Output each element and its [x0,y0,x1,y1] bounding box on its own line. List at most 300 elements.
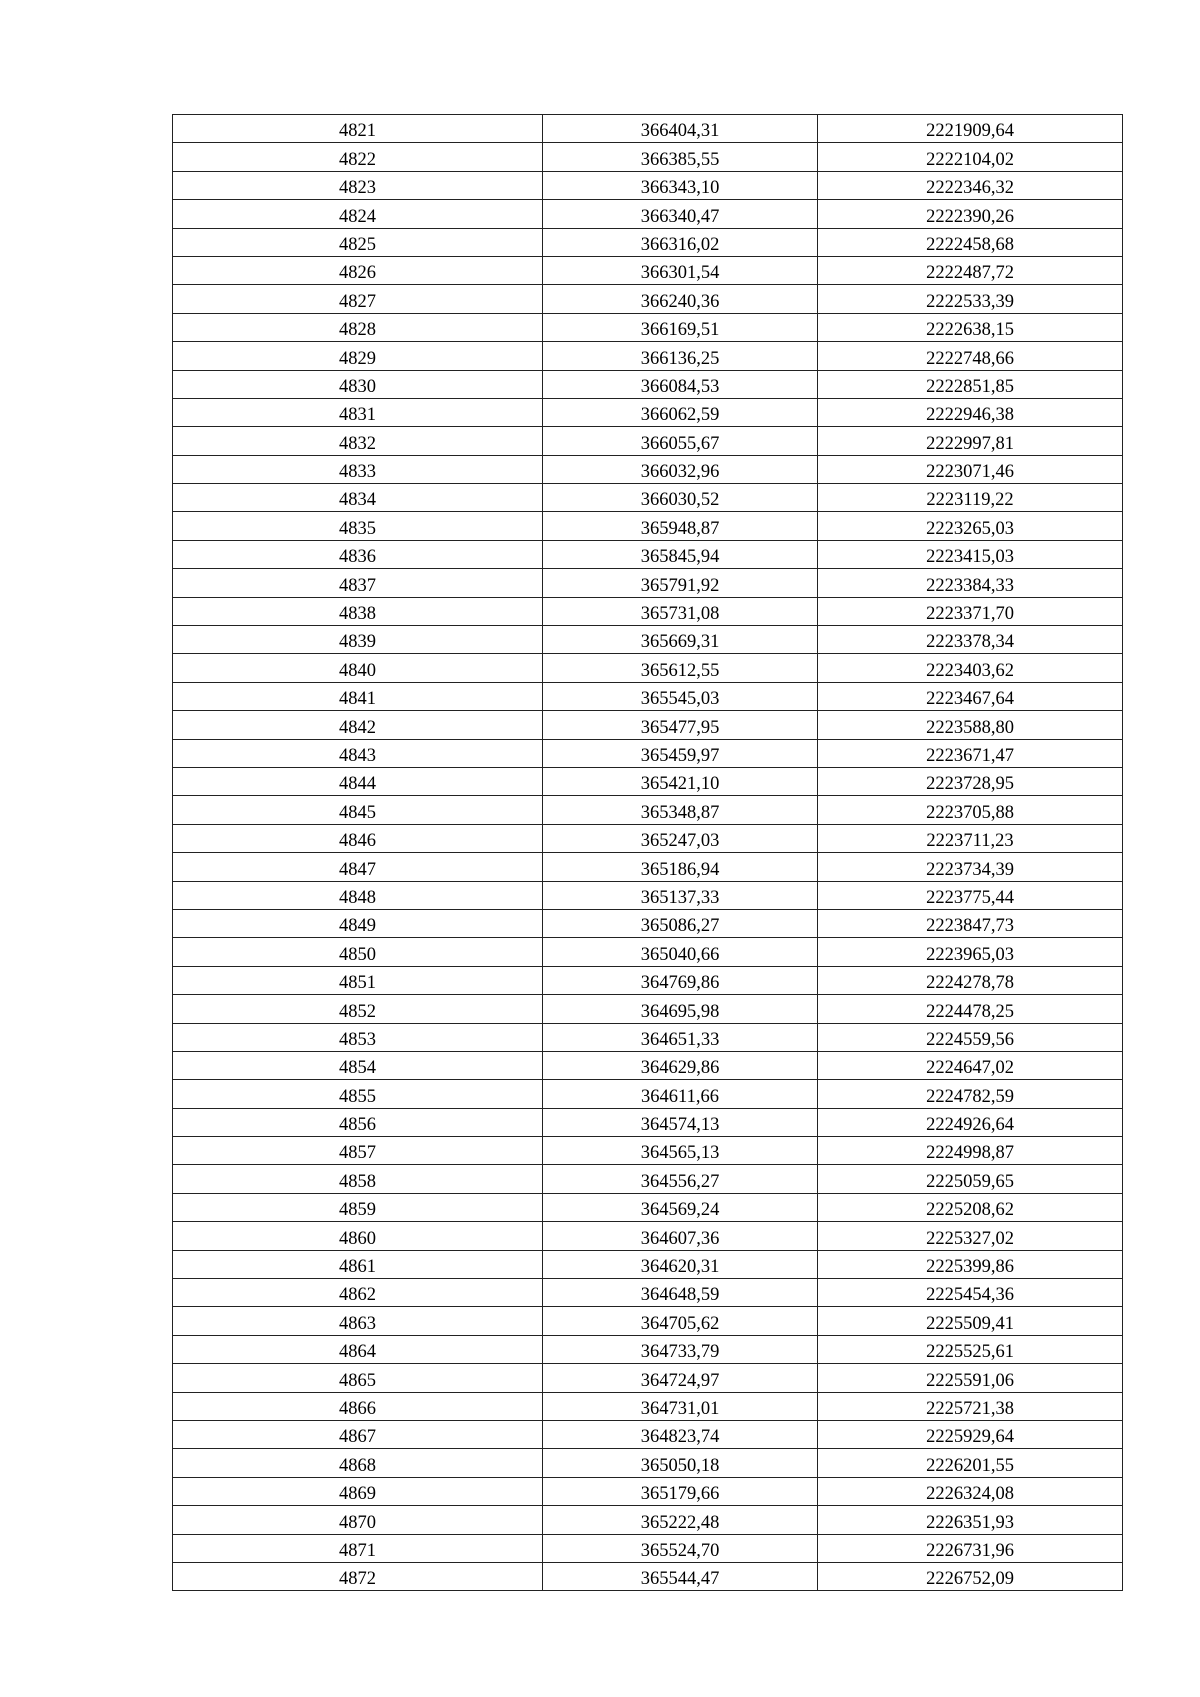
y-coordinate-cell [818,512,1123,540]
y-coordinate-cell [818,200,1123,228]
y-coordinate-cell [818,1477,1123,1505]
y-coordinate-cell-text: 2224559,56 [926,1029,1014,1050]
x-coordinate-cell [543,1279,818,1307]
x-coordinate-cell [543,1335,818,1363]
point-number-cell [173,1023,543,1051]
table-row [173,682,1123,710]
point-number-cell-text: 4868 [339,1455,376,1476]
point-number-cell-text: 4869 [339,1484,376,1505]
x-coordinate-cell [543,1108,818,1136]
y-coordinate-cell-text: 2222390,26 [926,206,1014,227]
y-coordinate-cell [818,1165,1123,1193]
table-row [173,285,1123,313]
x-coordinate-cell-text: 364705,62 [640,1313,720,1334]
table-row [173,342,1123,370]
point-number-cell-text: 4852 [339,1001,376,1022]
table-row [173,824,1123,852]
y-coordinate-cell [818,256,1123,284]
table-row [173,1477,1123,1505]
y-coordinate-cell-text: 2226752,09 [926,1569,1014,1590]
y-coordinate-cell-text: 2225525,61 [926,1342,1014,1363]
y-coordinate-cell-text: 2225327,02 [926,1228,1014,1249]
x-coordinate-cell-text: 364724,97 [640,1370,720,1391]
point-number-cell [173,1165,543,1193]
x-coordinate-cell-text: 364769,86 [640,973,720,994]
x-coordinate-cell-text: 365040,66 [640,944,720,965]
y-coordinate-cell-text: 2223378,34 [926,632,1014,653]
point-number-cell [173,739,543,767]
x-coordinate-cell-text: 365545,03 [640,689,720,710]
x-coordinate-cell [543,881,818,909]
point-number-cell [173,626,543,654]
y-coordinate-cell-text: 2225929,64 [926,1427,1014,1448]
table-row [173,1051,1123,1079]
point-number-cell [173,938,543,966]
y-coordinate-cell [818,654,1123,682]
y-coordinate-cell [818,995,1123,1023]
table-row [173,1307,1123,1335]
point-number-cell [173,484,543,512]
x-coordinate-cell [543,1023,818,1051]
y-coordinate-cell-text: 2222458,68 [926,234,1014,255]
point-number-cell-text: 4859 [339,1200,376,1221]
y-coordinate-cell [818,824,1123,852]
table-row [173,1449,1123,1477]
point-number-cell-text: 4860 [339,1228,376,1249]
x-coordinate-cell-text: 365731,08 [640,604,720,625]
x-coordinate-cell-text: 364620,31 [640,1257,720,1278]
y-coordinate-cell-text: 2224647,02 [926,1058,1014,1079]
point-number-cell [173,1307,543,1335]
table-row [173,484,1123,512]
y-coordinate-cell-text: 2225399,86 [926,1257,1014,1278]
point-number-cell-text: 4839 [339,632,376,653]
point-number-cell [173,1534,543,1562]
table-row [173,1193,1123,1221]
x-coordinate-cell-text: 365524,70 [640,1540,720,1561]
y-coordinate-cell-text: 2226731,96 [926,1540,1014,1561]
y-coordinate-cell [818,313,1123,341]
point-number-cell-text: 4864 [339,1342,376,1363]
x-coordinate-cell [543,1165,818,1193]
point-number-cell [173,1449,543,1477]
y-coordinate-cell-text: 2223588,80 [926,717,1014,738]
x-coordinate-cell [543,342,818,370]
x-coordinate-cell [543,682,818,710]
x-coordinate-cell-text: 366084,53 [640,376,720,397]
y-coordinate-cell-text: 2223071,46 [926,462,1014,483]
point-number-cell-text: 4833 [339,462,376,483]
table-row [173,1250,1123,1278]
point-number-cell [173,540,543,568]
y-coordinate-cell-text: 2223415,03 [926,547,1014,568]
y-coordinate-cell-text: 2224926,64 [926,1115,1014,1136]
y-coordinate-cell-text: 2224478,25 [926,1001,1014,1022]
x-coordinate-cell-text: 365791,92 [640,575,720,596]
point-number-cell-text: 4841 [339,689,376,710]
point-number-cell-text: 4834 [339,490,376,511]
point-number-cell [173,654,543,682]
y-coordinate-cell-text: 2224782,59 [926,1086,1014,1107]
table-row [173,1165,1123,1193]
point-number-cell [173,1222,543,1250]
point-number-cell-text: 4828 [339,320,376,341]
x-coordinate-cell-text: 365421,10 [640,774,720,795]
y-coordinate-cell [818,115,1123,143]
x-coordinate-cell [543,1420,818,1448]
x-coordinate-cell-text: 365186,94 [640,859,720,880]
y-coordinate-cell-text: 2223711,23 [926,831,1014,852]
table-row [173,909,1123,937]
y-coordinate-cell-text: 2223728,95 [926,774,1014,795]
point-number-cell [173,228,543,256]
y-coordinate-cell [818,909,1123,937]
y-coordinate-cell [818,540,1123,568]
point-number-cell [173,1193,543,1221]
point-number-cell [173,909,543,937]
x-coordinate-cell [543,143,818,171]
y-coordinate-cell [818,285,1123,313]
y-coordinate-cell-text: 2226324,08 [926,1484,1014,1505]
y-coordinate-cell-text: 2223705,88 [926,802,1014,823]
y-coordinate-cell [818,853,1123,881]
x-coordinate-cell-text: 365845,94 [640,547,720,568]
y-coordinate-cell [818,427,1123,455]
x-coordinate-cell [543,1137,818,1165]
y-coordinate-cell-text: 2224278,78 [926,973,1014,994]
table-row [173,597,1123,625]
x-coordinate-cell-text: 365247,03 [640,831,720,852]
point-number-cell [173,1137,543,1165]
point-number-cell-text: 4866 [339,1398,376,1419]
x-coordinate-cell-text: 364565,13 [640,1143,720,1164]
y-coordinate-cell-text: 2225454,36 [926,1285,1014,1306]
point-number-cell [173,767,543,795]
x-coordinate-cell-text: 366062,59 [640,405,720,426]
table-row [173,1420,1123,1448]
y-coordinate-cell-text: 2226201,55 [926,1455,1014,1476]
point-number-cell [173,398,543,426]
coordinates-table-body [173,115,1123,1591]
y-coordinate-cell [818,626,1123,654]
point-number-cell [173,115,543,143]
x-coordinate-cell-text: 364731,01 [640,1398,720,1419]
y-coordinate-cell-text: 2221909,64 [926,121,1014,142]
table-row [173,1108,1123,1136]
y-coordinate-cell-text: 2223403,62 [926,660,1014,681]
x-coordinate-cell [543,228,818,256]
y-coordinate-cell [818,398,1123,426]
y-coordinate-cell [818,1051,1123,1079]
x-coordinate-cell-text: 366032,96 [640,462,720,483]
x-coordinate-cell [543,484,818,512]
point-number-cell-text: 4842 [339,717,376,738]
point-number-cell-text: 4861 [339,1257,376,1278]
point-number-cell-text: 4854 [339,1058,376,1079]
table-row [173,739,1123,767]
point-number-cell-text: 4847 [339,859,376,880]
point-number-cell-text: 4872 [339,1569,376,1590]
y-coordinate-cell-text: 2223775,44 [926,887,1014,908]
point-number-cell [173,1392,543,1420]
y-coordinate-cell [818,739,1123,767]
point-number-cell-text: 4826 [339,263,376,284]
y-coordinate-cell [818,1279,1123,1307]
point-number-cell [173,1364,543,1392]
x-coordinate-cell [543,285,818,313]
x-coordinate-cell-text: 365137,33 [640,887,720,908]
point-number-cell [173,1562,543,1590]
point-number-cell [173,313,543,341]
x-coordinate-cell-text: 365050,18 [640,1455,720,1476]
x-coordinate-cell-text: 364651,33 [640,1029,720,1050]
table-row [173,1279,1123,1307]
y-coordinate-cell-text: 2222638,15 [926,320,1014,341]
table-row [173,966,1123,994]
table-row [173,512,1123,540]
y-coordinate-cell-text: 2223371,70 [926,604,1014,625]
point-number-cell-text: 4835 [339,518,376,539]
y-coordinate-cell-text: 2225208,62 [926,1200,1014,1221]
x-coordinate-cell [543,654,818,682]
y-coordinate-cell-text: 2222851,85 [926,376,1014,397]
x-coordinate-cell-text: 364569,24 [640,1200,720,1221]
point-number-cell-text: 4851 [339,973,376,994]
table-row [173,256,1123,284]
point-number-cell-text: 4840 [339,660,376,681]
y-coordinate-cell-text: 2223119,22 [926,490,1014,511]
x-coordinate-cell-text: 364695,98 [640,1001,720,1022]
y-coordinate-cell-text: 2226351,93 [926,1512,1014,1533]
point-number-cell-text: 4832 [339,433,376,454]
y-coordinate-cell [818,1250,1123,1278]
x-coordinate-cell-text: 364556,27 [640,1171,720,1192]
table-row [173,569,1123,597]
point-number-cell-text: 4849 [339,916,376,937]
y-coordinate-cell [818,711,1123,739]
point-number-cell-text: 4837 [339,575,376,596]
table-row [173,370,1123,398]
x-coordinate-cell [543,938,818,966]
y-coordinate-cell [818,370,1123,398]
y-coordinate-cell-text: 2222487,72 [926,263,1014,284]
point-number-cell [173,1279,543,1307]
point-number-cell-text: 4853 [339,1029,376,1050]
y-coordinate-cell-text: 2222748,66 [926,348,1014,369]
point-number-cell-text: 4844 [339,774,376,795]
point-number-cell [173,995,543,1023]
point-number-cell [173,455,543,483]
x-coordinate-cell [543,540,818,568]
x-coordinate-cell [543,115,818,143]
x-coordinate-cell-text: 365179,66 [640,1484,720,1505]
point-number-cell [173,370,543,398]
point-number-cell-text: 4843 [339,745,376,766]
table-row [173,767,1123,795]
table-row [173,1335,1123,1363]
x-coordinate-cell-text: 365948,87 [640,518,720,539]
point-number-cell [173,1420,543,1448]
point-number-cell-text: 4831 [339,405,376,426]
y-coordinate-cell [818,484,1123,512]
point-number-cell [173,569,543,597]
point-number-cell [173,853,543,881]
x-coordinate-cell [543,1051,818,1079]
x-coordinate-cell [543,1364,818,1392]
y-coordinate-cell [818,171,1123,199]
y-coordinate-cell-text: 2225721,38 [926,1398,1014,1419]
point-number-cell [173,966,543,994]
point-number-cell-text: 4863 [339,1313,376,1334]
y-coordinate-cell [818,938,1123,966]
y-coordinate-cell [818,1449,1123,1477]
y-coordinate-cell [818,966,1123,994]
x-coordinate-cell [543,853,818,881]
x-coordinate-cell [543,200,818,228]
x-coordinate-cell [543,1477,818,1505]
x-coordinate-cell [543,1193,818,1221]
y-coordinate-cell-text: 2225509,41 [926,1313,1014,1334]
x-coordinate-cell-text: 365348,87 [640,802,720,823]
x-coordinate-cell [543,313,818,341]
point-number-cell [173,171,543,199]
x-coordinate-cell-text: 364611,66 [641,1086,719,1107]
table-row [173,881,1123,909]
y-coordinate-cell [818,1023,1123,1051]
point-number-cell-text: 4846 [339,831,376,852]
x-coordinate-cell [543,1250,818,1278]
y-coordinate-cell [818,1506,1123,1534]
x-coordinate-cell-text: 365477,95 [640,717,720,738]
y-coordinate-cell [818,143,1123,171]
table-row [173,1364,1123,1392]
point-number-cell-text: 4858 [339,1171,376,1192]
x-coordinate-cell-text: 364629,86 [640,1058,720,1079]
x-coordinate-cell-text: 365612,55 [640,660,720,681]
table-row [173,313,1123,341]
x-coordinate-cell-text: 364823,74 [640,1427,720,1448]
y-coordinate-cell [818,796,1123,824]
point-number-cell-text: 4857 [339,1143,376,1164]
x-coordinate-cell-text: 366301,54 [640,263,720,284]
table-row [173,711,1123,739]
y-coordinate-cell-text: 2225059,65 [926,1171,1014,1192]
y-coordinate-cell-text: 2224998,87 [926,1143,1014,1164]
x-coordinate-cell-text: 366030,52 [640,490,720,511]
point-number-cell [173,597,543,625]
y-coordinate-cell [818,1307,1123,1335]
point-number-cell-text: 4827 [339,291,376,312]
table-row [173,1534,1123,1562]
x-coordinate-cell [543,1534,818,1562]
y-coordinate-cell-text: 2222946,38 [926,405,1014,426]
x-coordinate-cell [543,370,818,398]
x-coordinate-cell [543,256,818,284]
point-number-cell-text: 4836 [339,547,376,568]
point-number-cell-text: 4865 [339,1370,376,1391]
point-number-cell-text: 4856 [339,1115,376,1136]
coordinates-table [172,114,1123,1591]
y-coordinate-cell-text: 2223671,47 [926,745,1014,766]
point-number-cell [173,512,543,540]
point-number-cell-text: 4823 [339,178,376,199]
point-number-cell-text: 4862 [339,1285,376,1306]
y-coordinate-cell-text: 2223965,03 [926,944,1014,965]
y-coordinate-cell [818,1364,1123,1392]
x-coordinate-cell [543,711,818,739]
table-row [173,1080,1123,1108]
point-number-cell-text: 4845 [339,802,376,823]
point-number-cell [173,1108,543,1136]
point-number-cell-text: 4838 [339,604,376,625]
point-number-cell [173,711,543,739]
y-coordinate-cell-text: 2225591,06 [926,1370,1014,1391]
x-coordinate-cell [543,1307,818,1335]
x-coordinate-cell [543,739,818,767]
point-number-cell-text: 4829 [339,348,376,369]
x-coordinate-cell [543,455,818,483]
x-coordinate-cell-text: 365669,31 [640,632,720,653]
table-row [173,796,1123,824]
table-row [173,398,1123,426]
table-row [173,938,1123,966]
x-coordinate-cell [543,569,818,597]
point-number-cell [173,682,543,710]
x-coordinate-cell-text: 364733,79 [640,1342,720,1363]
table-row [173,853,1123,881]
point-number-cell [173,342,543,370]
point-number-cell [173,796,543,824]
x-coordinate-cell [543,966,818,994]
point-number-cell [173,1080,543,1108]
point-number-cell [173,285,543,313]
x-coordinate-cell [543,171,818,199]
point-number-cell-text: 4855 [339,1086,376,1107]
y-coordinate-cell [818,1534,1123,1562]
point-number-cell-text: 4850 [339,944,376,965]
x-coordinate-cell [543,1392,818,1420]
point-number-cell [173,824,543,852]
y-coordinate-cell [818,1108,1123,1136]
table-row [173,1562,1123,1590]
x-coordinate-cell-text: 366169,51 [640,320,720,341]
point-number-cell [173,1250,543,1278]
y-coordinate-cell [818,1080,1123,1108]
x-coordinate-cell [543,796,818,824]
y-coordinate-cell [818,767,1123,795]
point-number-cell-text: 4830 [339,376,376,397]
y-coordinate-cell [818,597,1123,625]
y-coordinate-cell-text: 2223734,39 [926,859,1014,880]
table-row [173,427,1123,455]
y-coordinate-cell [818,1562,1123,1590]
x-coordinate-cell [543,398,818,426]
y-coordinate-cell-text: 2222997,81 [926,433,1014,454]
point-number-cell [173,143,543,171]
x-coordinate-cell-text: 365459,97 [640,745,720,766]
point-number-cell [173,1335,543,1363]
x-coordinate-cell-text: 366404,31 [640,121,720,142]
y-coordinate-cell-text: 2223467,64 [926,689,1014,710]
table-row [173,1023,1123,1051]
y-coordinate-cell-text: 2223384,33 [926,575,1014,596]
x-coordinate-cell [543,1222,818,1250]
x-coordinate-cell-text: 366136,25 [640,348,720,369]
x-coordinate-cell-text: 366316,02 [640,234,720,255]
point-number-cell-text: 4867 [339,1427,376,1448]
point-number-cell-text: 4870 [339,1512,376,1533]
x-coordinate-cell [543,597,818,625]
